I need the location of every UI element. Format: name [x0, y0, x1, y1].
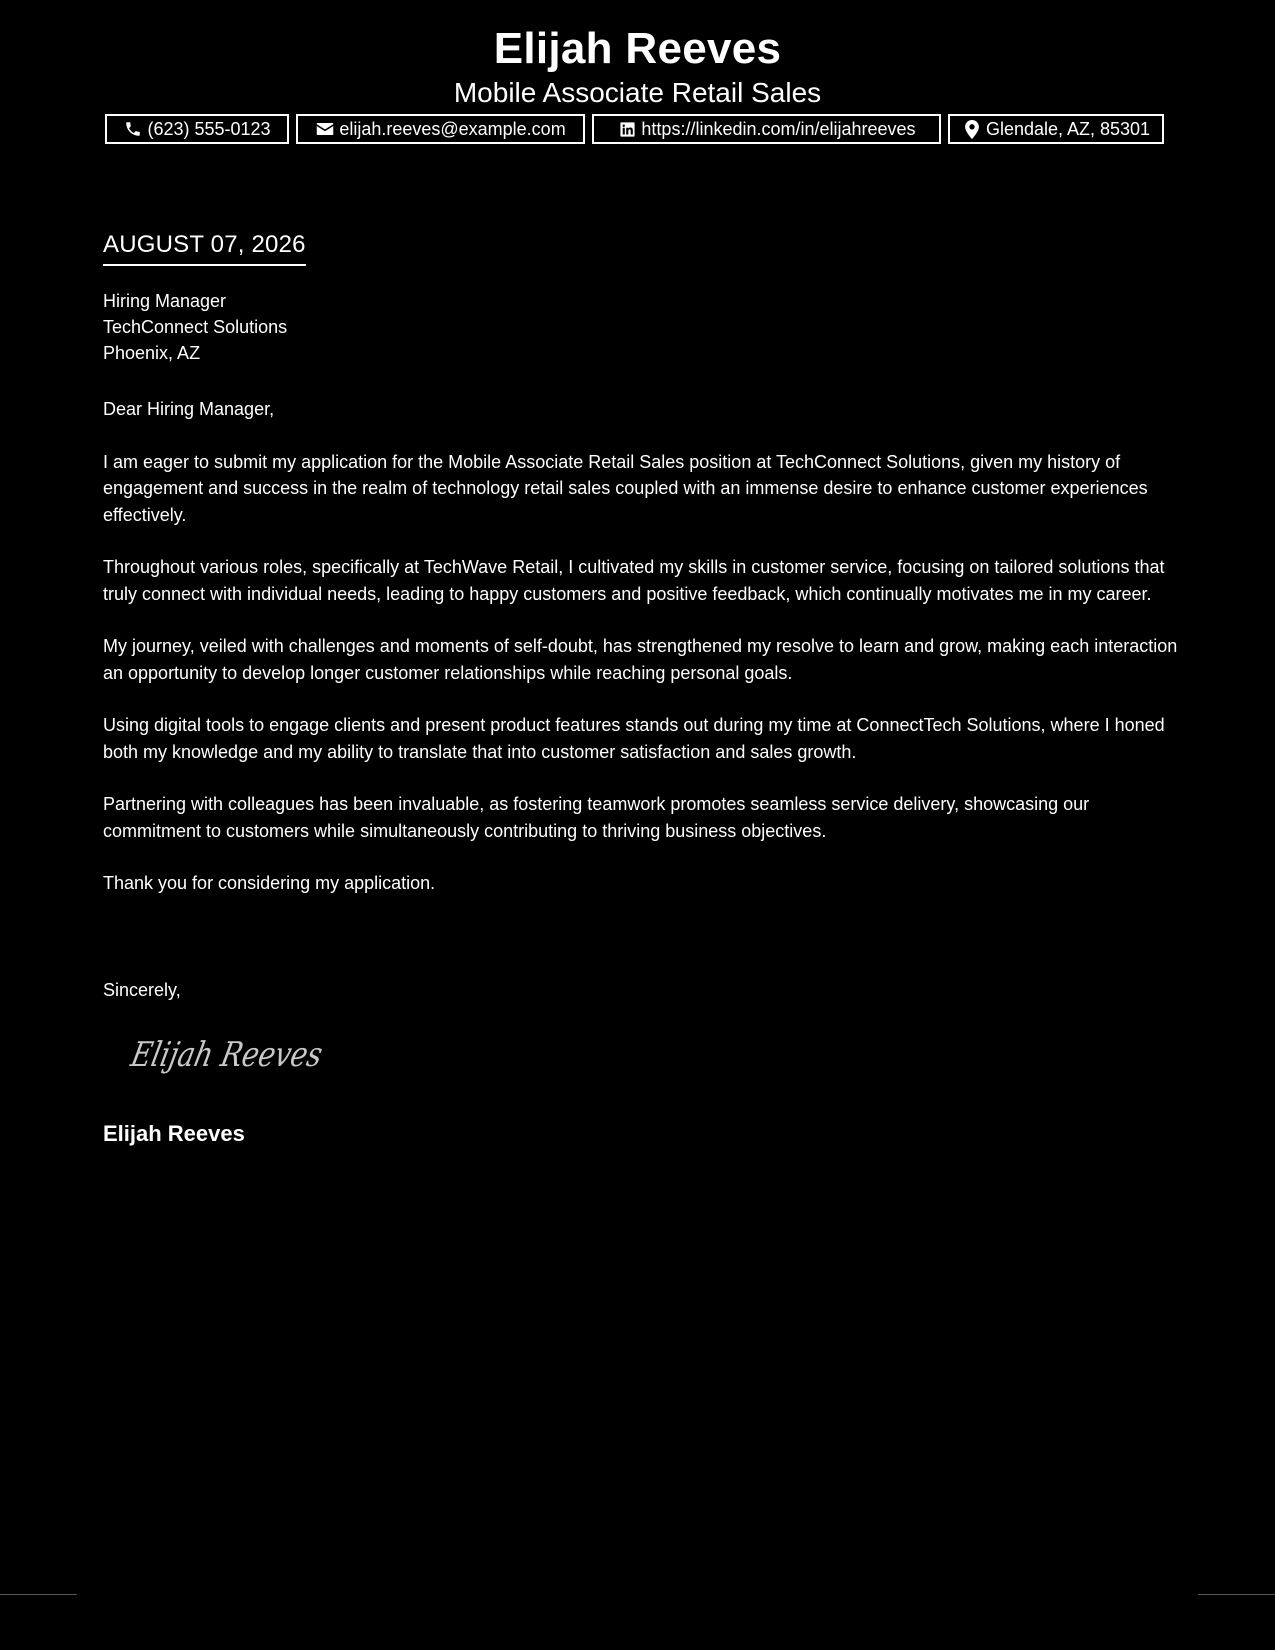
contact-location-text: Glendale, AZ, 85301 [985, 118, 1151, 139]
letter-date: AUGUST 07, 2026 [103, 230, 306, 266]
envelope-icon [315, 119, 335, 139]
recipient-title: Hiring Manager [103, 291, 227, 311]
contact-linkedin-text: https://linkedin.com/in/elijahreeves [641, 118, 916, 139]
letter-header [0, 22, 1275, 110]
letter-paragraph: I am eager to submit my application for the Mobile Associate Retail Sales position at TechConnect Solutions, given my history of engagement and success in the realm of technology retail sales coupled with an immense desire to enhance customer experiences effectively. [103, 451, 1148, 525]
letter-paragraph: Partnering with colleagues has been invaluable, as fostering teamwork promotes seamless service delivery, showcasing our commitment to customers while simultaneously contributing to thriving business objectives. [103, 794, 1090, 841]
applicant-name: Elijah Reeves [493, 24, 782, 73]
letter-paragraph: Using digital tools to engage clients and present product features stands out during my time at ConnectTech Solutions, where I honed both my knowledge and my ability to translate that into customer satisfaction and sales growth. [103, 715, 1165, 762]
linkedin-icon [617, 119, 637, 139]
letter-date-block [103, 230, 306, 266]
letter-closing: Sincerely, [103, 980, 181, 1000]
applicant-title: Mobile Associate Retail Sales [453, 77, 822, 108]
contact-email[interactable] [296, 114, 585, 144]
contact-email-text: elijah.reeves@example.com [339, 118, 566, 139]
letter-paragraph: Throughout various roles, specifically at TechWave Retail, I cultivated my skills in customer service, focusing on tailored solutions that truly connect with individual needs, leading to happy customers and positive feedback, which continually motivates me in my career. [103, 557, 1165, 604]
signer-name: Elijah Reeves [103, 1121, 245, 1146]
contact-bar [105, 114, 1164, 144]
recipient-company: TechConnect Solutions [103, 317, 288, 337]
letter-paragraph: Thank you for considering my application. [103, 873, 436, 893]
signature-image [127, 1030, 369, 1080]
footer-rule-left [0, 1594, 77, 1595]
contact-location[interactable] [948, 114, 1164, 144]
contact-linkedin[interactable] [592, 114, 941, 144]
svg-text:Elijah Reeves: Elijah Reeves [127, 1035, 369, 1075]
recipient-block [103, 288, 287, 366]
recipient-location: Phoenix, AZ [103, 343, 201, 363]
contact-phone[interactable] [105, 114, 289, 144]
letter-greeting: Dear Hiring Manager, [103, 399, 275, 419]
map-marker-icon [962, 119, 982, 139]
letter-paragraph: My journey, veiled with challenges and moments of self-doubt, has strengthened my resolve to learn and grow, making each interaction an opportunity to develop longer customer relationships while reaching personal goals. [103, 636, 1178, 683]
letter-body [103, 396, 1183, 923]
contact-phone-text: (623) 555-0123 [147, 118, 271, 139]
phone-icon [123, 119, 143, 139]
footer-rule-right [1198, 1594, 1275, 1595]
